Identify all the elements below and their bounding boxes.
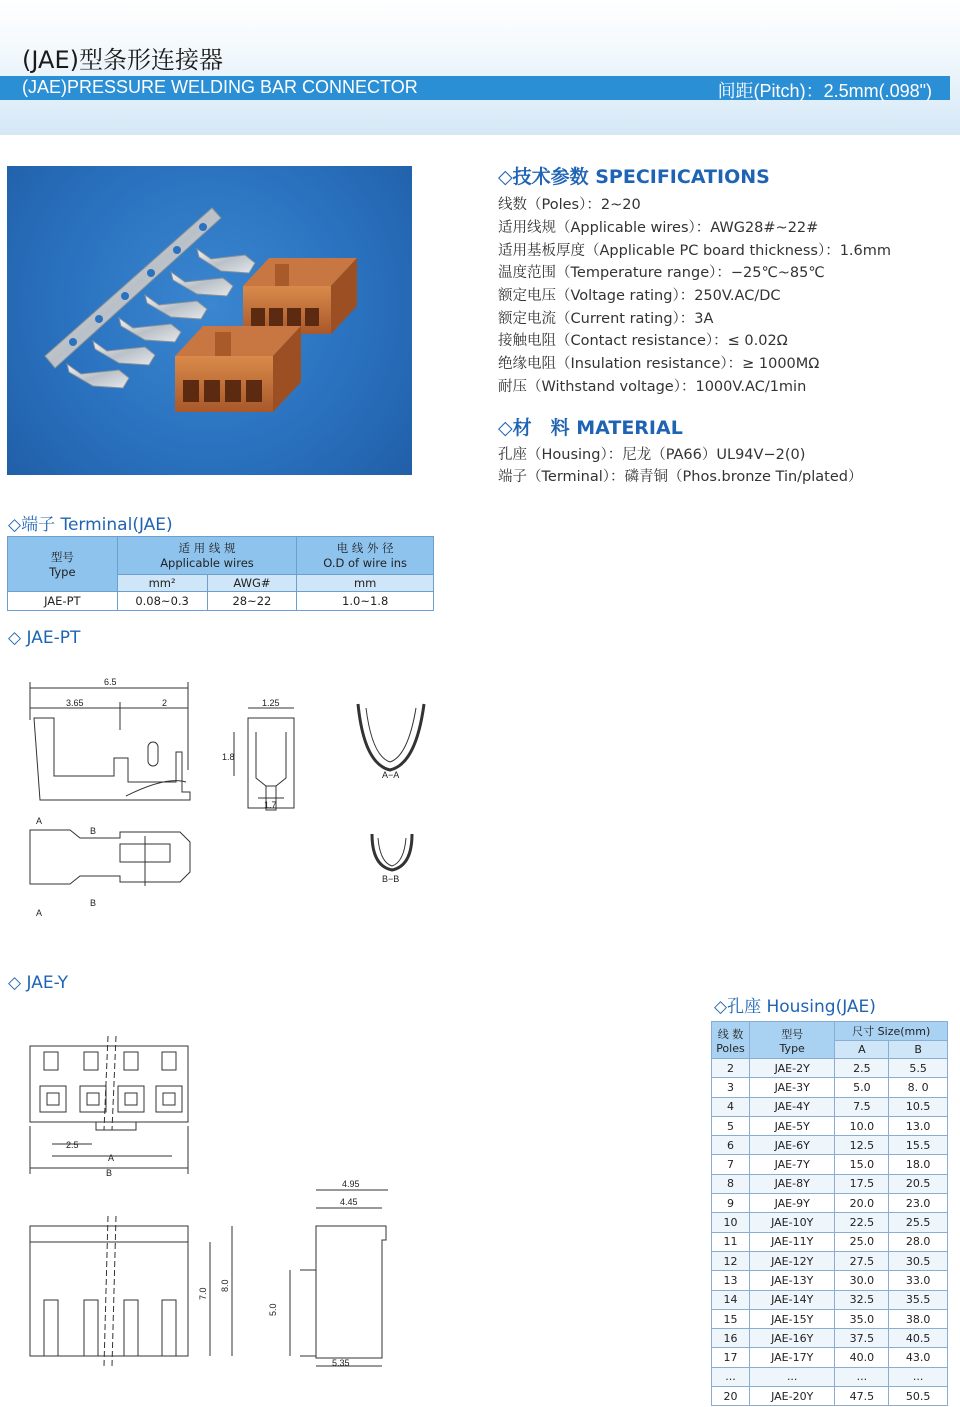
cell-a: 15.0 xyxy=(835,1155,889,1174)
cell-b: 35.5 xyxy=(889,1290,948,1309)
cell-b: 23.0 xyxy=(889,1194,948,1213)
housing-section-title: ◇孔座 Housing(JAE) xyxy=(714,997,876,1017)
table-row xyxy=(712,1329,948,1348)
header-size-b: B xyxy=(889,1041,948,1059)
cell-b: 20.5 xyxy=(889,1174,948,1193)
table-row xyxy=(712,1367,948,1386)
cell-type: JAE-7Y xyxy=(749,1155,835,1174)
header-type-cn: 型号 xyxy=(781,1027,804,1041)
cell-a: 5.0 xyxy=(835,1078,889,1097)
header-size-a: A xyxy=(835,1041,889,1059)
table-row xyxy=(712,1194,948,1213)
cell-poles: 5 xyxy=(712,1116,750,1135)
cell-type: JAE-15Y xyxy=(749,1309,835,1328)
cell-a: 47.5 xyxy=(835,1387,889,1406)
cell-poles: 12 xyxy=(712,1251,750,1270)
header-wires-cn: 适 用 线 规 xyxy=(178,541,236,556)
cell-type: JAE-3Y xyxy=(749,1078,835,1097)
cell-type: JAE-9Y xyxy=(749,1194,835,1213)
cell-poles: 15 xyxy=(712,1309,750,1328)
y-dim-4-95: 4.95 xyxy=(342,1179,360,1189)
table-row xyxy=(712,1348,948,1367)
page-title-en: (JAE)PRESSURE WELDING BAR CONNECTOR xyxy=(22,77,418,97)
cell-type: JAE-16Y xyxy=(749,1329,835,1348)
table-row xyxy=(712,1155,948,1174)
cell-type: JAE-5Y xyxy=(749,1116,835,1135)
pt-drawing-title: ◇ JAE-PT xyxy=(8,628,81,648)
spec-poles: 线数（Poles）：2~20 xyxy=(498,197,641,213)
header-type xyxy=(749,1022,835,1059)
cell-b: 18.0 xyxy=(889,1155,948,1174)
material-terminal: 端子（Terminal）：磷青铜（Phos.bronze Tin/plated） xyxy=(498,469,863,485)
pt-dim-1-8: 1.8 xyxy=(222,752,235,762)
cell-poles: 7 xyxy=(712,1155,750,1174)
cell-poles: 20 xyxy=(712,1387,750,1406)
header-wire-od xyxy=(297,537,434,575)
cell-b: 25.5 xyxy=(889,1213,948,1232)
cell-a: 27.5 xyxy=(835,1251,889,1270)
spec-applicable-wires: 适用线规（Applicable wires）：AWG28#~22# xyxy=(498,220,819,236)
cell-a: 2.5 xyxy=(835,1059,889,1078)
cell-poles: 8 xyxy=(712,1174,750,1193)
cell-a: 37.5 xyxy=(835,1329,889,1348)
pt-dim-3-65: 3.65 xyxy=(66,698,84,708)
header-od-cn: 电 线 外 径 xyxy=(336,541,394,556)
spec-voltage-rating: 额定电压（Voltage rating）：250V.AC/DC xyxy=(498,288,781,304)
spec-contact-resistance: 接触电阻（Contact resistance）：≤ 0.02Ω xyxy=(498,333,788,349)
table-row xyxy=(712,1309,948,1328)
cell-poles: 4 xyxy=(712,1097,750,1116)
cell-b: 30.5 xyxy=(889,1251,948,1270)
header-type xyxy=(8,537,118,592)
y-dim-8-0: 8.0 xyxy=(220,1279,230,1292)
y-dim-7-0: 7.0 xyxy=(198,1287,208,1300)
table-row xyxy=(712,1271,948,1290)
pt-dim-1-25: 1.25 xyxy=(262,698,280,708)
pt-dim-2: 2 xyxy=(162,698,168,708)
page-title-cn: (JAE)型条形连接器 xyxy=(22,46,223,74)
cell-poles: 10 xyxy=(712,1213,750,1232)
unit-awg: AWG# xyxy=(207,574,297,591)
cell-a: 40.0 xyxy=(835,1348,889,1367)
material-housing: 孔座（Housing）：尼龙（PA66）UL94V−2(0) xyxy=(498,447,806,463)
product-photo xyxy=(7,166,412,475)
header-type-en: Type xyxy=(779,1041,805,1055)
spec-withstand-voltage: 耐压（Withstand voltage）：1000V.AC/1min xyxy=(498,379,807,395)
cell-b: 28.0 xyxy=(889,1232,948,1251)
cell-type: JAE-PT xyxy=(8,592,118,611)
cell-mm2: 0.08~0.3 xyxy=(117,592,207,611)
material-title: ◇材 料 MATERIAL xyxy=(498,417,683,439)
y-dim-a: A xyxy=(108,1153,115,1163)
pt-mark-b-top: B xyxy=(90,826,97,836)
cell-a: 17.5 xyxy=(835,1174,889,1193)
cell-type: JAE-14Y xyxy=(749,1290,835,1309)
table-row xyxy=(712,1097,948,1116)
pitch-label: 间距(Pitch)：2.5mm(.098") xyxy=(717,81,932,101)
cell-a: 22.5 xyxy=(835,1213,889,1232)
table-row xyxy=(712,1174,948,1193)
cell-type: JAE-13Y xyxy=(749,1271,835,1290)
cell-poles: 2 xyxy=(712,1059,750,1078)
header-poles xyxy=(712,1022,750,1059)
table-row xyxy=(712,1251,948,1270)
cell-poles: 3 xyxy=(712,1078,750,1097)
table-row xyxy=(712,1232,948,1251)
pt-dim-6-5: 6.5 xyxy=(104,677,117,687)
spec-insulation-resistance: 绝缘电阻（Insulation resistance）：≥ 1000MΩ xyxy=(498,356,820,372)
header-poles-cn: 线 数 xyxy=(717,1027,744,1041)
y-dim-4-45: 4.45 xyxy=(340,1197,358,1207)
cell-a: 32.5 xyxy=(835,1290,889,1309)
header-type-en: Type xyxy=(49,565,76,579)
cell-b: 43.0 xyxy=(889,1348,948,1367)
terminal-section-title: ◇端子 Terminal(JAE) xyxy=(8,515,173,535)
cell-type: JAE-2Y xyxy=(749,1059,835,1078)
cell-b: 15.5 xyxy=(889,1136,948,1155)
pt-drawing xyxy=(0,660,460,930)
table-row xyxy=(712,1290,948,1309)
cell-poles: 14 xyxy=(712,1290,750,1309)
cell-a: 7.5 xyxy=(835,1097,889,1116)
spec-current-rating: 额定电流（Current rating）：3A xyxy=(498,311,714,327)
cell-poles: 17 xyxy=(712,1348,750,1367)
cell-type: JAE-8Y xyxy=(749,1174,835,1193)
y-dim-b: B xyxy=(106,1168,113,1178)
header-poles-en: Poles xyxy=(716,1041,745,1055)
cell-poles: 16 xyxy=(712,1329,750,1348)
cell-a: 12.5 xyxy=(835,1136,889,1155)
specifications-title: ◇技术参数 SPECIFICATIONS xyxy=(498,166,770,188)
cell-type: JAE-17Y xyxy=(749,1348,835,1367)
unit-mm: mm xyxy=(297,574,434,591)
pt-mark-a-bottom: A xyxy=(36,908,43,918)
header-type-cn: 型号 xyxy=(50,550,74,564)
header-od-en: O.D of wire ins xyxy=(323,556,408,571)
title-bar xyxy=(0,76,950,100)
cell-type: ... xyxy=(749,1367,835,1386)
cell-poles: 9 xyxy=(712,1194,750,1213)
spec-temperature-range: 温度范围（Temperature range）：−25℃~85℃ xyxy=(498,265,825,281)
pt-mark-a-top: A xyxy=(36,816,43,826)
table-row xyxy=(712,1059,948,1078)
header-wires-en: Applicable wires xyxy=(160,556,254,571)
cell-b: 5.5 xyxy=(889,1059,948,1078)
spec-pc-board-thickness: 适用基板厚度（Applicable PC board thickness）：1.6mm xyxy=(498,243,892,259)
cell-b: 50.5 xyxy=(889,1387,948,1406)
y-drawing-title: ◇ JAE-Y xyxy=(8,973,69,993)
cell-a: 30.0 xyxy=(835,1271,889,1290)
cell-b: 40.5 xyxy=(889,1329,948,1348)
unit-mm2: mm² xyxy=(117,574,207,591)
table-row xyxy=(712,1213,948,1232)
table-row xyxy=(8,592,434,611)
y-dim-5-35: 5.35 xyxy=(332,1358,350,1368)
cell-b: 38.0 xyxy=(889,1309,948,1328)
terminal-table xyxy=(7,536,434,611)
product-illustration xyxy=(7,166,412,475)
y-drawing xyxy=(0,1030,420,1380)
cell-a: 20.0 xyxy=(835,1194,889,1213)
cell-poles: 13 xyxy=(712,1271,750,1290)
y-dim-2-5: 2.5 xyxy=(66,1140,79,1150)
cell-b: 8. 0 xyxy=(889,1078,948,1097)
pt-section-aa: A−A xyxy=(382,770,400,780)
table-row xyxy=(712,1387,948,1406)
cell-poles: 6 xyxy=(712,1136,750,1155)
pt-mark-b-bottom: B xyxy=(90,898,97,908)
cell-b: 13.0 xyxy=(889,1116,948,1135)
cell-type: JAE-11Y xyxy=(749,1232,835,1251)
cell-type: JAE-12Y xyxy=(749,1251,835,1270)
cell-awg: 28~22 xyxy=(207,592,297,611)
pt-section-bb: B−B xyxy=(382,874,400,884)
cell-a: 25.0 xyxy=(835,1232,889,1251)
cell-poles: 11 xyxy=(712,1232,750,1251)
table-row xyxy=(712,1136,948,1155)
cell-b: 10.5 xyxy=(889,1097,948,1116)
cell-type: JAE-20Y xyxy=(749,1387,835,1406)
cell-a: 10.0 xyxy=(835,1116,889,1135)
table-row xyxy=(712,1116,948,1135)
header-applicable-wires xyxy=(117,537,297,575)
pt-dim-1-7: 1.7 xyxy=(264,800,277,810)
table-row xyxy=(712,1078,948,1097)
cell-type: JAE-4Y xyxy=(749,1097,835,1116)
cell-type: JAE-10Y xyxy=(749,1213,835,1232)
cell-a: 35.0 xyxy=(835,1309,889,1328)
cell-a: ... xyxy=(835,1367,889,1386)
header-size: 尺寸 Size(mm) xyxy=(835,1022,948,1041)
cell-poles: ... xyxy=(712,1367,750,1386)
cell-b: ... xyxy=(889,1367,948,1386)
housing-table xyxy=(711,1021,948,1406)
cell-od: 1.0~1.8 xyxy=(297,592,434,611)
y-dim-5-0: 5.0 xyxy=(268,1303,278,1316)
cell-b: 33.0 xyxy=(889,1271,948,1290)
cell-type: JAE-6Y xyxy=(749,1136,835,1155)
